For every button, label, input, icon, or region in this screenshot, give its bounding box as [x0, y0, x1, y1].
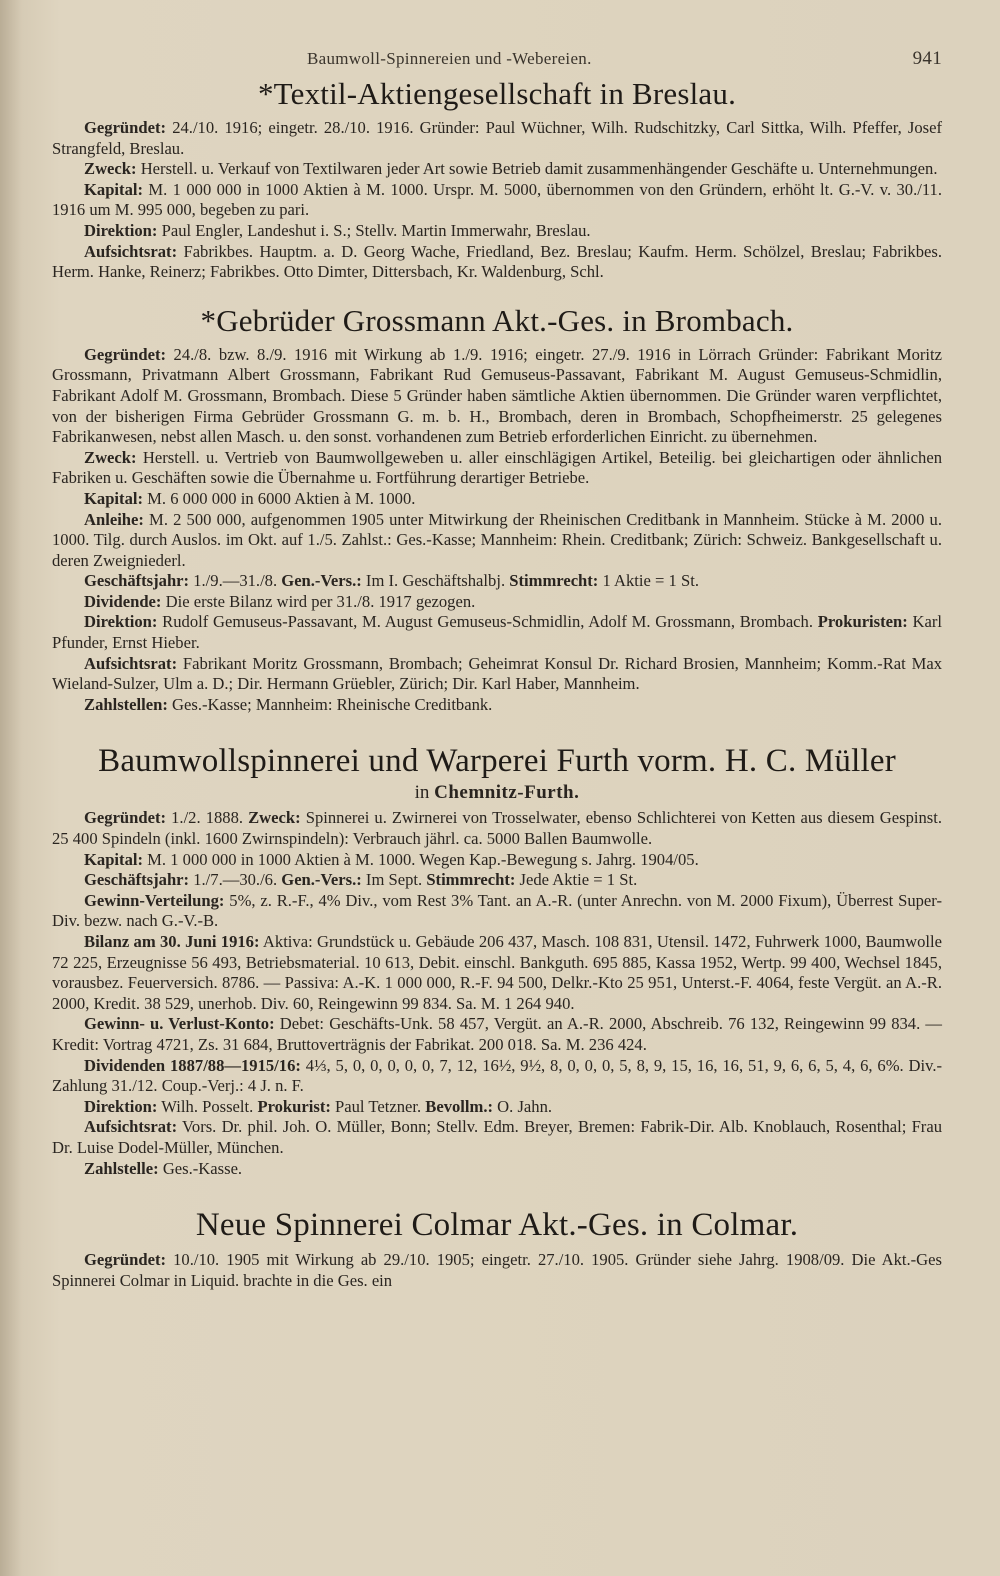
entry-paragraph: Zahlstelle: Ges.-Kasse.: [84, 1158, 243, 1178]
entry-paragraph: Aufsichtsrat: Vors. Dr. phil. Joh. O. Müller, Bonn; Stellv. Edm. Breyer, Bremen: Fabrik-Dir. Alb. Knoblauch, Rosenthal; Frau Dr. Luise Dodel-Müller, München.: [52, 1117, 942, 1157]
entry-paragraph: Kapital: M. 1 000 000 in 1000 Aktien à M. 1000. Wegen Kap.-Bewegung s. Jahrg. 1904/05.: [84, 849, 699, 869]
company-entry: [52, 76, 942, 283]
entry-paragraph: Gegründet: 24./8. bzw. 8./9. 1916 mit Wirkung ab 1./9. 1916; eingetr. 27./9. 1916 in Lörrach Gründer: Fabrikant Moritz Grossmann, Privatmann Albert Grossmann, Fabrikant Rud Gemuseus-Passavant, Fabrikant M. August Gemuseus-Schmidlin, Fabrikant Adolf M. Grossmann, Brombach. Diese 5 Gründer haben sämtliche Aktien übernommen. Die Gründer waren verpflichtet, von der bisherigen Firma Gebrüder Grossmann G. m. b. H., Brombach, deren in Brombach, Schopfheimerstr. 25 gelegenes Fabrikanwesen, nebst allen Masch. u. den sonst. vorhandenen zum Betrieb erforderlichen Einricht. zu übernehmen.: [52, 344, 942, 447]
company-title: Baumwollspinnerei und Warperei Furth vorm. H. C. Müller: [98, 743, 896, 780]
entry-paragraph: Gegründet: 10./10. 1905 mit Wirkung ab 29./10. 1905; eingetr. 27./10. 1905. Gründer siehe Jahrg. 1908/09. Die Akt.-Ges Spinnerei Colmar in Liquid. brachte in die Ges. ein: [52, 1250, 942, 1290]
page-number: 941: [912, 48, 942, 69]
entry-paragraph: Anleihe: M. 2 500 000, aufgenommen 1905 unter Mitwirkung der Rheinischen Creditbank in Mannheim. Stücke à M. 2000 u. 1000. Tilg. durch Auslos. im Okt. auf 1./5. Zahlst.: Ges.-Kasse; Mannheim: Rhein. Creditbank; Zürich: Schweiz. Bankgesellschaft u. deren Zweigniederl.: [52, 509, 942, 570]
running-header: [52, 48, 942, 70]
company-title: *Gebrüder Grossmann Akt.-Ges. in Brombach.: [200, 302, 794, 338]
entry-paragraph: Gegründet: 24./10. 1916; eingetr. 28./10. 1916. Gründer: Paul Wüchner, Wilh. Rudschitzky, Carl Sittka, Wilh. Pfeffer, Josef Strangfeld, Breslau.: [52, 118, 942, 158]
entry-paragraph: Aufsichtsrat: Fabrikant Moritz Grossmann, Brombach; Geheimrat Konsul Dr. Richard Brosien, Mannheim; Komm.-Rat Max Wieland-Sulzer, Ulm a. D.; Dir. Hermann Grüebler, Zürich; Dir. Karl Haber, Mannheim.: [52, 653, 942, 694]
entry-paragraph: Zahlstellen: Ges.-Kasse; Mannheim: Rheinische Creditbank.: [84, 694, 493, 714]
entry-paragraph: Zweck: Herstell. u. Vertrieb von Baumwollgeweben u. aller einschlägigen Artikel, Beteilig. bei gleichartigen oder ähnlichen Fabriken u. Geschäften sowie die Übernahme u. Fortführung derartiger Betriebe.: [52, 447, 942, 488]
company-title: Neue Spinnerei Colmar Akt.-Ges. in Colmar.: [195, 1207, 799, 1244]
company-entry: [52, 1207, 942, 1291]
company-location: in Chemnitz-Furth.: [414, 782, 580, 804]
company-entry: [52, 303, 942, 716]
entry-paragraph: Zweck: Herstell. u. Verkauf von Textilwaren jeder Art sowie Betrieb damit zusammenhängender Geschäfte u. Unternehmungen.: [84, 159, 938, 179]
entry-paragraph: Geschäftsjahr: 1./7.—30./6. Gen.-Vers.: Im Sept. Stimmrecht: Jede Aktie = 1 St.: [84, 870, 638, 890]
entry-paragraph: Gegründet: 1./2. 1888. Zweck: Spinnerei u. Zwirnerei von Trosselwater, ebenso Schlichterei von Ketten aus diesem Gespinst. 25 400 Spindeln (inkl. 1600 Zwirnspindeln): Verbrauch jährl. ca. 5000 Ballen Baumwolle.: [52, 808, 942, 849]
entry-paragraph: Gewinn-Verteilung: 5%, z. R.-F., 4% Div., vom Rest 3% Tant. an A.-R. (unter Anrechn. von M. 2000 Fixum), Überrest Super-Div. bezw. nach G.-V.-B.: [52, 890, 942, 931]
entry-paragraph: Direktion: Paul Engler, Landeshut i. S.; Stellv. Martin Immerwahr, Breslau.: [84, 220, 591, 240]
company-entry: [52, 743, 942, 1179]
entry-paragraph: Gewinn- u. Verlust-Konto: Debet: Geschäfts-Unk. 58 457, Vergüt. an A.-R. 2000, Abschreib. 76 132, Reingewinn 99 834. — Kredit: Vortrag 4721, Zs. 31 684, Bruttoverträgnis der Fabrikat. 200 018. Sa. M. 236 424.: [52, 1014, 943, 1054]
entry-paragraph: Kapital: M. 6 000 000 in 6000 Aktien à M. 1000.: [84, 488, 416, 508]
entry-paragraph: Geschäftsjahr: 1./9.—31./8. Gen.-Vers.: Im I. Geschäftshalbj. Stimmrecht: 1 Aktie = 1 St.: [84, 571, 699, 591]
entry-paragraph: Dividenden 1887/88—1915/16: 4⅓, 5, 0, 0, 0, 0, 0, 7, 12, 16½, 9½, 8, 0, 0, 0, 5, 8, 9, 15, 16, 16, 51, 9, 6, 6, 5, 4, 6, 6%. Div.-Zahlung 31./12. Coup.-Verj.: 4 J. n. F.: [52, 1055, 943, 1096]
entry-paragraph: Aufsichtsrat: Fabrikbes. Hauptm. a. D. Georg Wache, Friedland, Bez. Breslau; Kaufm. Herm. Schölzel, Breslau; Fabrikbes. Herm. Hanke, Reinerz; Fabrikbes. Otto Dimter, Dittersbach, Kr. Waldenburg, Schl.: [52, 241, 942, 282]
entry-paragraph: Bilanz am 30. Juni 1916: Aktiva: Grundstück u. Gebäude 206 437, Masch. 108 831, Utensil. 1472, Fuhrwerk 1000, Baumwolle 72 225, Erzeugnisse 56 493, Betriebsmaterial. 10 613, Debit. einschl. Bankguth. 695 885, Kassa 1952, Wertp. 99 400, Wechsel 1845, vorausbez. Feuerversich. 8786. — Passiva: A.-K. 1 000 000, R.-F. 94 500, Delkr.-Kto 25 951, Unterst.-F. 4064, feste Vergüt. an A.-R. 2000, Kredit. 38 529, unerhob. Div. 60, Reingewinn 99 834. Sa. M. 1 264 940.: [52, 932, 942, 1013]
entry-paragraph: Direktion: Wilh. Posselt. Prokurist: Paul Tetzner. Bevollm.: O. Jahn.: [84, 1096, 553, 1116]
entry-paragraph: Direktion: Rudolf Gemuseus-Passavant, M. August Gemuseus-Schmidlin, Adolf M. Grossmann, Brombach. Prokuristen: Karl Pfunder, Ernst Hieber.: [52, 612, 942, 653]
entry-paragraph: Kapital: M. 1 000 000 in 1000 Aktien à M. 1000. Urspr. M. 5000, übernommen von den Gründern, erhöht lt. G.-V. v. 30./11. 1916 um M. 995 000, begeben zu pari.: [52, 179, 942, 220]
company-title: *Textil-Aktiengesellschaft in Breslau.: [257, 76, 737, 111]
running-title: Baumwoll-Spinnereien und -Webereien.: [307, 49, 592, 68]
entry-paragraph: Dividende: Die erste Bilanz wird per 31./8. 1917 gezogen.: [84, 591, 476, 611]
